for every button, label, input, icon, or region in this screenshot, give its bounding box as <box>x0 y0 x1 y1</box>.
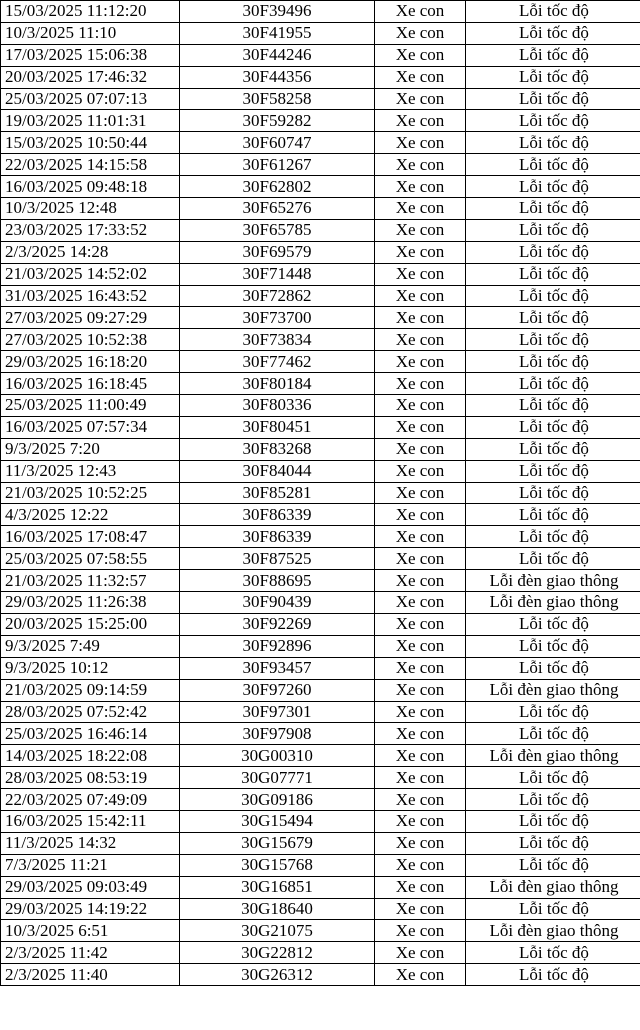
table-row <box>1 416 640 438</box>
license-plate-cell: 30F93457 <box>180 657 375 679</box>
violation-time-cell: 2/3/2025 14:28 <box>1 241 180 263</box>
violation-time-cell: 25/03/2025 16:46:14 <box>1 723 180 745</box>
vehicle-type-cell: Xe con <box>375 176 466 198</box>
violation-type-cell: Lỗi tốc độ <box>466 329 640 351</box>
violation-type-cell: Lỗi tốc độ <box>466 88 640 110</box>
violation-time-cell: 4/3/2025 12:22 <box>1 504 180 526</box>
violation-time-cell: 9/3/2025 7:49 <box>1 635 180 657</box>
violation-type-cell: Lỗi tốc độ <box>466 482 640 504</box>
table-row <box>1 373 640 395</box>
violations-table-body <box>1 1 640 986</box>
table-row <box>1 832 640 854</box>
violation-type-cell: Lỗi tốc độ <box>466 548 640 570</box>
violation-type-cell: Lỗi tốc độ <box>466 373 640 395</box>
violation-time-cell: 17/03/2025 15:06:38 <box>1 44 180 66</box>
violation-type-cell: Lỗi tốc độ <box>466 504 640 526</box>
violation-type-cell: Lỗi tốc độ <box>466 701 640 723</box>
table-row <box>1 44 640 66</box>
violation-type-cell: Lỗi tốc độ <box>466 285 640 307</box>
license-plate-cell: 30F69579 <box>180 241 375 263</box>
violation-type-cell: Lỗi tốc độ <box>466 395 640 417</box>
violation-time-cell: 20/03/2025 15:25:00 <box>1 613 180 635</box>
table-row <box>1 898 640 920</box>
violation-time-cell: 16/03/2025 15:42:11 <box>1 810 180 832</box>
violation-type-cell: Lỗi tốc độ <box>466 307 640 329</box>
violation-time-cell: 15/03/2025 10:50:44 <box>1 132 180 154</box>
table-row <box>1 154 640 176</box>
license-plate-cell: 30G26312 <box>180 964 375 986</box>
violation-time-cell: 14/03/2025 18:22:08 <box>1 745 180 767</box>
license-plate-cell: 30F41955 <box>180 22 375 44</box>
license-plate-cell: 30F58258 <box>180 88 375 110</box>
violation-type-cell: Lỗi tốc độ <box>466 613 640 635</box>
license-plate-cell: 30G15494 <box>180 810 375 832</box>
vehicle-type-cell: Xe con <box>375 373 466 395</box>
license-plate-cell: 30F65785 <box>180 219 375 241</box>
table-row <box>1 548 640 570</box>
table-row <box>1 329 640 351</box>
violation-time-cell: 29/03/2025 16:18:20 <box>1 351 180 373</box>
table-row <box>1 613 640 635</box>
license-plate-cell: 30F84044 <box>180 460 375 482</box>
vehicle-type-cell: Xe con <box>375 876 466 898</box>
license-plate-cell: 30G22812 <box>180 942 375 964</box>
violation-type-cell: Lỗi tốc độ <box>466 657 640 679</box>
license-plate-cell: 30F39496 <box>180 1 375 23</box>
violation-type-cell: Lỗi tốc độ <box>466 22 640 44</box>
violation-type-cell: Lỗi tốc độ <box>466 219 640 241</box>
violation-time-cell: 23/03/2025 17:33:52 <box>1 219 180 241</box>
table-row <box>1 176 640 198</box>
table-row <box>1 132 640 154</box>
license-plate-cell: 30F92896 <box>180 635 375 657</box>
vehicle-type-cell: Xe con <box>375 657 466 679</box>
license-plate-cell: 30F86339 <box>180 526 375 548</box>
license-plate-cell: 30F80184 <box>180 373 375 395</box>
license-plate-cell: 30F85281 <box>180 482 375 504</box>
table-row <box>1 964 640 986</box>
license-plate-cell: 30F83268 <box>180 438 375 460</box>
license-plate-cell: 30F72862 <box>180 285 375 307</box>
violation-time-cell: 9/3/2025 7:20 <box>1 438 180 460</box>
table-row <box>1 219 640 241</box>
table-row <box>1 679 640 701</box>
vehicle-type-cell: Xe con <box>375 154 466 176</box>
table-row <box>1 110 640 132</box>
violation-type-cell: Lỗi tốc độ <box>466 241 640 263</box>
license-plate-cell: 30G15679 <box>180 832 375 854</box>
table-row <box>1 66 640 88</box>
table-row <box>1 88 640 110</box>
violation-time-cell: 29/03/2025 09:03:49 <box>1 876 180 898</box>
license-plate-cell: 30G00310 <box>180 745 375 767</box>
license-plate-cell: 30F73700 <box>180 307 375 329</box>
violation-time-cell: 21/03/2025 11:32:57 <box>1 570 180 592</box>
table-row <box>1 1 640 23</box>
table-row <box>1 351 640 373</box>
table-row <box>1 854 640 876</box>
vehicle-type-cell: Xe con <box>375 219 466 241</box>
vehicle-type-cell: Xe con <box>375 438 466 460</box>
table-row <box>1 504 640 526</box>
table-row <box>1 635 640 657</box>
license-plate-cell: 30F97908 <box>180 723 375 745</box>
license-plate-cell: 30F86339 <box>180 504 375 526</box>
violation-type-cell: Lỗi tốc độ <box>466 964 640 986</box>
license-plate-cell: 30F77462 <box>180 351 375 373</box>
license-plate-cell: 30F90439 <box>180 592 375 614</box>
vehicle-type-cell: Xe con <box>375 723 466 745</box>
violation-type-cell: Lỗi tốc độ <box>466 132 640 154</box>
license-plate-cell: 30F61267 <box>180 154 375 176</box>
vehicle-type-cell: Xe con <box>375 613 466 635</box>
table-row <box>1 285 640 307</box>
vehicle-type-cell: Xe con <box>375 832 466 854</box>
table-row <box>1 526 640 548</box>
vehicle-type-cell: Xe con <box>375 44 466 66</box>
violation-time-cell: 7/3/2025 11:21 <box>1 854 180 876</box>
violation-time-cell: 2/3/2025 11:40 <box>1 964 180 986</box>
vehicle-type-cell: Xe con <box>375 964 466 986</box>
violation-time-cell: 11/3/2025 12:43 <box>1 460 180 482</box>
table-row <box>1 920 640 942</box>
license-plate-cell: 30F60747 <box>180 132 375 154</box>
license-plate-cell: 30F80336 <box>180 395 375 417</box>
violation-time-cell: 31/03/2025 16:43:52 <box>1 285 180 307</box>
violation-type-cell: Lỗi đèn giao thông <box>466 570 640 592</box>
vehicle-type-cell: Xe con <box>375 110 466 132</box>
vehicle-type-cell: Xe con <box>375 920 466 942</box>
violation-time-cell: 16/03/2025 17:08:47 <box>1 526 180 548</box>
violation-type-cell: Lỗi tốc độ <box>466 416 640 438</box>
license-plate-cell: 30F87525 <box>180 548 375 570</box>
vehicle-type-cell: Xe con <box>375 1 466 23</box>
license-plate-cell: 30G16851 <box>180 876 375 898</box>
license-plate-cell: 30F65276 <box>180 198 375 220</box>
license-plate-cell: 30F80451 <box>180 416 375 438</box>
vehicle-type-cell: Xe con <box>375 767 466 789</box>
table-row <box>1 701 640 723</box>
violation-type-cell: Lỗi tốc độ <box>466 176 640 198</box>
vehicle-type-cell: Xe con <box>375 66 466 88</box>
vehicle-type-cell: Xe con <box>375 635 466 657</box>
violation-time-cell: 9/3/2025 10:12 <box>1 657 180 679</box>
violation-time-cell: 15/03/2025 11:12:20 <box>1 1 180 23</box>
vehicle-type-cell: Xe con <box>375 241 466 263</box>
vehicle-type-cell: Xe con <box>375 548 466 570</box>
violation-time-cell: 21/03/2025 09:14:59 <box>1 679 180 701</box>
vehicle-type-cell: Xe con <box>375 351 466 373</box>
license-plate-cell: 30F44246 <box>180 44 375 66</box>
violation-time-cell: 21/03/2025 10:52:25 <box>1 482 180 504</box>
vehicle-type-cell: Xe con <box>375 22 466 44</box>
violation-type-cell: Lỗi tốc độ <box>466 832 640 854</box>
violation-type-cell: Lỗi tốc độ <box>466 351 640 373</box>
table-row <box>1 789 640 811</box>
violation-type-cell: Lỗi tốc độ <box>466 460 640 482</box>
violation-type-cell: Lỗi tốc độ <box>466 810 640 832</box>
table-row <box>1 395 640 417</box>
violation-time-cell: 25/03/2025 07:07:13 <box>1 88 180 110</box>
license-plate-cell: 30G18640 <box>180 898 375 920</box>
table-row <box>1 767 640 789</box>
vehicle-type-cell: Xe con <box>375 810 466 832</box>
violation-time-cell: 29/03/2025 11:26:38 <box>1 592 180 614</box>
violation-time-cell: 19/03/2025 11:01:31 <box>1 110 180 132</box>
table-row <box>1 745 640 767</box>
violation-time-cell: 22/03/2025 07:49:09 <box>1 789 180 811</box>
vehicle-type-cell: Xe con <box>375 789 466 811</box>
violation-time-cell: 16/03/2025 09:48:18 <box>1 176 180 198</box>
vehicle-type-cell: Xe con <box>375 329 466 351</box>
violation-type-cell: Lỗi tốc độ <box>466 942 640 964</box>
vehicle-type-cell: Xe con <box>375 263 466 285</box>
violation-type-cell: Lỗi tốc độ <box>466 898 640 920</box>
table-row <box>1 723 640 745</box>
table-row <box>1 307 640 329</box>
vehicle-type-cell: Xe con <box>375 482 466 504</box>
violation-type-cell: Lỗi tốc độ <box>466 767 640 789</box>
table-row <box>1 657 640 679</box>
violation-time-cell: 27/03/2025 09:27:29 <box>1 307 180 329</box>
vehicle-type-cell: Xe con <box>375 460 466 482</box>
violation-time-cell: 11/3/2025 14:32 <box>1 832 180 854</box>
vehicle-type-cell: Xe con <box>375 395 466 417</box>
violation-type-cell: Lỗi đèn giao thông <box>466 920 640 942</box>
vehicle-type-cell: Xe con <box>375 898 466 920</box>
table-row <box>1 876 640 898</box>
license-plate-cell: 30G09186 <box>180 789 375 811</box>
vehicle-type-cell: Xe con <box>375 701 466 723</box>
vehicle-type-cell: Xe con <box>375 526 466 548</box>
violation-type-cell: Lỗi tốc độ <box>466 110 640 132</box>
license-plate-cell: 30F97301 <box>180 701 375 723</box>
violation-type-cell: Lỗi đèn giao thông <box>466 745 640 767</box>
table-row <box>1 198 640 220</box>
violation-type-cell: Lỗi tốc độ <box>466 44 640 66</box>
license-plate-cell: 30G21075 <box>180 920 375 942</box>
violation-time-cell: 22/03/2025 14:15:58 <box>1 154 180 176</box>
table-row <box>1 942 640 964</box>
violation-type-cell: Lỗi đèn giao thông <box>466 876 640 898</box>
vehicle-type-cell: Xe con <box>375 132 466 154</box>
license-plate-cell: 30F73834 <box>180 329 375 351</box>
table-row <box>1 482 640 504</box>
violation-type-cell: Lỗi tốc độ <box>466 154 640 176</box>
vehicle-type-cell: Xe con <box>375 88 466 110</box>
license-plate-cell: 30F92269 <box>180 613 375 635</box>
violation-type-cell: Lỗi tốc độ <box>466 526 640 548</box>
license-plate-cell: 30F71448 <box>180 263 375 285</box>
violation-type-cell: Lỗi tốc độ <box>466 635 640 657</box>
license-plate-cell: 30F44356 <box>180 66 375 88</box>
violation-time-cell: 10/3/2025 11:10 <box>1 22 180 44</box>
violation-type-cell: Lỗi tốc độ <box>466 789 640 811</box>
license-plate-cell: 30G07771 <box>180 767 375 789</box>
violation-type-cell: Lỗi tốc độ <box>466 438 640 460</box>
license-plate-cell: 30F62802 <box>180 176 375 198</box>
license-plate-cell: 30F88695 <box>180 570 375 592</box>
violation-time-cell: 10/3/2025 6:51 <box>1 920 180 942</box>
table-row <box>1 570 640 592</box>
violation-time-cell: 28/03/2025 08:53:19 <box>1 767 180 789</box>
table-row <box>1 810 640 832</box>
violation-time-cell: 16/03/2025 16:18:45 <box>1 373 180 395</box>
violation-time-cell: 25/03/2025 07:58:55 <box>1 548 180 570</box>
table-row <box>1 592 640 614</box>
vehicle-type-cell: Xe con <box>375 307 466 329</box>
vehicle-type-cell: Xe con <box>375 745 466 767</box>
table-row <box>1 438 640 460</box>
violation-time-cell: 16/03/2025 07:57:34 <box>1 416 180 438</box>
violation-time-cell: 21/03/2025 14:52:02 <box>1 263 180 285</box>
violation-time-cell: 25/03/2025 11:00:49 <box>1 395 180 417</box>
vehicle-type-cell: Xe con <box>375 942 466 964</box>
vehicle-type-cell: Xe con <box>375 198 466 220</box>
violation-time-cell: 29/03/2025 14:19:22 <box>1 898 180 920</box>
vehicle-type-cell: Xe con <box>375 416 466 438</box>
violation-time-cell: 10/3/2025 12:48 <box>1 198 180 220</box>
violation-type-cell: Lỗi tốc độ <box>466 66 640 88</box>
violation-type-cell: Lỗi tốc độ <box>466 263 640 285</box>
violation-type-cell: Lỗi tốc độ <box>466 198 640 220</box>
table-row <box>1 22 640 44</box>
vehicle-type-cell: Xe con <box>375 854 466 876</box>
vehicle-type-cell: Xe con <box>375 679 466 701</box>
violation-type-cell: Lỗi đèn giao thông <box>466 679 640 701</box>
violation-type-cell: Lỗi tốc độ <box>466 854 640 876</box>
vehicle-type-cell: Xe con <box>375 285 466 307</box>
table-row <box>1 460 640 482</box>
table-row <box>1 263 640 285</box>
vehicle-type-cell: Xe con <box>375 592 466 614</box>
violation-type-cell: Lỗi đèn giao thông <box>466 592 640 614</box>
violation-time-cell: 28/03/2025 07:52:42 <box>1 701 180 723</box>
violation-time-cell: 27/03/2025 10:52:38 <box>1 329 180 351</box>
license-plate-cell: 30F97260 <box>180 679 375 701</box>
table-row <box>1 241 640 263</box>
license-plate-cell: 30F59282 <box>180 110 375 132</box>
license-plate-cell: 30G15768 <box>180 854 375 876</box>
violation-time-cell: 20/03/2025 17:46:32 <box>1 66 180 88</box>
violation-type-cell: Lỗi tốc độ <box>466 723 640 745</box>
vehicle-type-cell: Xe con <box>375 504 466 526</box>
vehicle-type-cell: Xe con <box>375 570 466 592</box>
violation-type-cell: Lỗi tốc độ <box>466 1 640 23</box>
violation-time-cell: 2/3/2025 11:42 <box>1 942 180 964</box>
